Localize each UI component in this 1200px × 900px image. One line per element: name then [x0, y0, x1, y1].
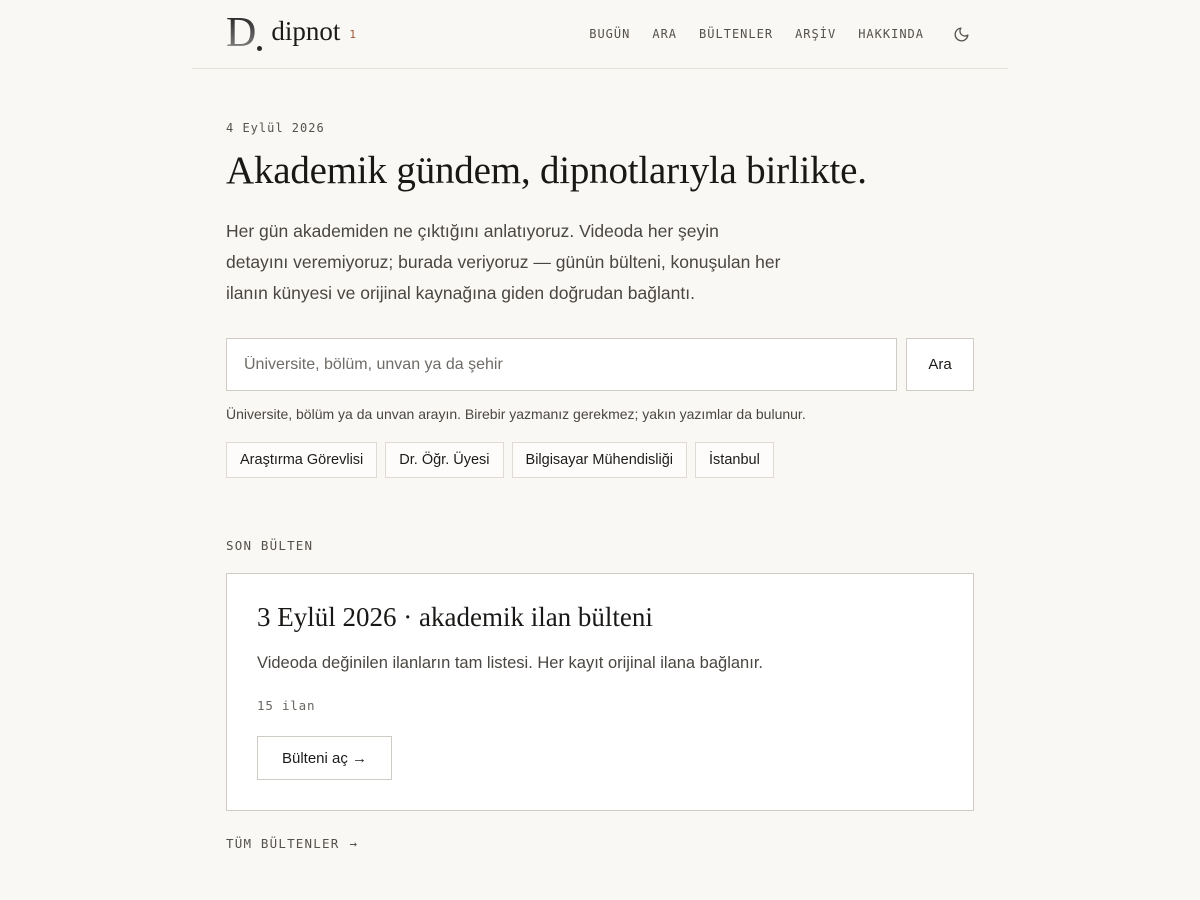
bulletin-title: 3 Eylül 2026 · akademik ilan bülteni — [257, 602, 653, 632]
nav-item-ara[interactable]: ARA — [652, 27, 678, 41]
latest-bulletin-card — [226, 573, 974, 811]
arrow-right-icon: → — [349, 836, 359, 851]
logo-text: dipnot — [271, 16, 341, 46]
nav-item-bultenler[interactable]: BÜLTENLER — [699, 27, 774, 41]
site-header — [192, 0, 1008, 69]
search-button[interactable]: Ara — [906, 338, 974, 391]
nav-item-arsiv[interactable]: ARŞİV — [795, 27, 837, 41]
chip-istanbul[interactable]: İstanbul — [695, 442, 774, 478]
chip-arastirma-gorevlisi[interactable]: Araştırma Görevlisi — [226, 442, 377, 478]
chip-bilgisayar-muhendisligi[interactable]: Bilgisayar Mühendisliği — [512, 442, 688, 478]
suggestion-chips — [226, 442, 774, 478]
logo[interactable] — [226, 10, 356, 56]
bulletin-description: Videoda değinilen ilanların tam listesi. Her kayıt orijinal ilana bağlanır. — [257, 654, 763, 672]
all-bulletins-label: TÜM BÜLTENLER — [226, 836, 340, 851]
search-input[interactable] — [226, 338, 897, 391]
moon-icon[interactable] — [952, 25, 970, 43]
open-bulletin-button[interactable]: Bülteni aç → — [257, 736, 392, 780]
bulletin-count: 15 ilan — [257, 698, 316, 713]
page-headline: Akademik gündem, dipnotlarıyla birlikte. — [226, 149, 867, 192]
nav-item-bugun[interactable]: BUGÜN — [589, 27, 631, 41]
main-nav — [567, 22, 970, 46]
logo-mark: D — [226, 10, 257, 56]
current-date: 4 Eylül 2026 — [226, 121, 325, 135]
logo-superscript: 1 — [349, 28, 356, 41]
chip-dr-ogr-uyesi[interactable]: Dr. Öğr. Üyesi — [385, 442, 503, 478]
logo-dot — [257, 46, 262, 51]
nav-item-hakkinda[interactable]: HAKKINDA — [858, 27, 924, 41]
search-hint: Üniversite, bölüm ya da unvan arayın. Birebir yazmanız gerekmez; yakın yazımlar da bulunur. — [226, 406, 806, 422]
all-bulletins-link[interactable] — [226, 836, 358, 851]
section-label-son-bulten: SON BÜLTEN — [226, 538, 314, 553]
lead-paragraph: Her gün akademiden ne çıktığını anlatıyoruz. Videoda her şeyin detayını veremiyoruz; burada veriyoruz — günün bülteni, konuşulan her ilanın künyesi ve orijinal kaynağına giden doğrudan bağlantı. — [226, 221, 781, 303]
